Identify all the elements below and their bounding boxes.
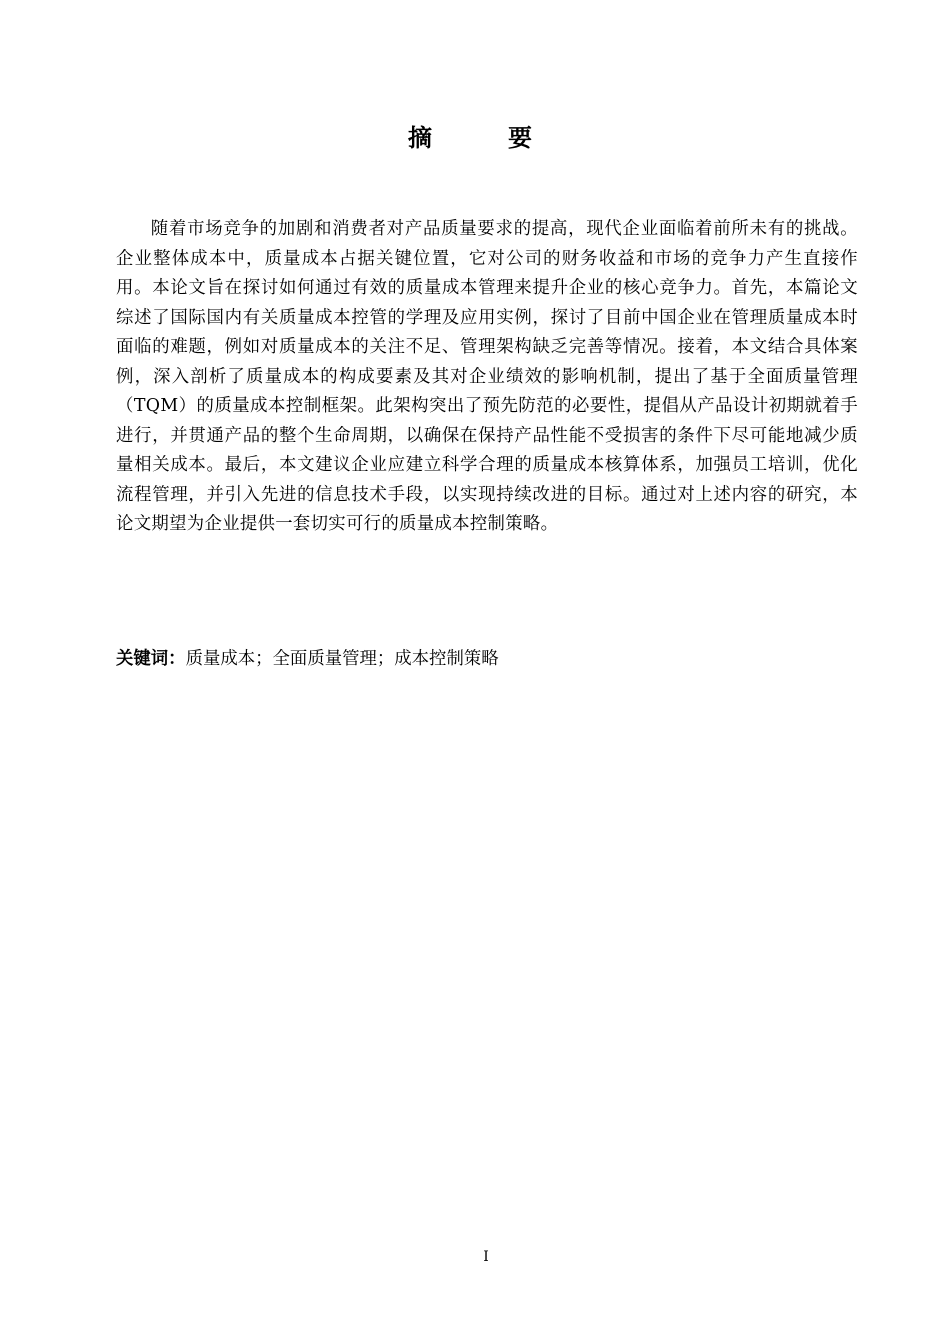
keywords-label: 关键词： (116, 649, 186, 669)
keywords-line (116, 645, 858, 674)
page-number: I (483, 1249, 489, 1265)
abstract-body: 随着市场竞争的加剧和消费者对产品质量要求的提高，现代企业面临着前所未有的挑战。企业整体成本中，质量成本占据关键位置，它对公司的财务收益和市场的竞争力产生直接作用。本论文旨在探讨如何通过有效的质量成本管理来提升企业的核心竞争力。首先，本篇论文综述了国际国内有关质量成本控管的学理及应用实例，探讨了目前中国企业在管理质量成本时面临的难题，例如对质量成本的关注不足、管理架构缺乏完善等情况。接着，本文结合具体案例，深入剖析了质量成本的构成要素及其对企业绩效的影响机制，提出了基于全面质量管理（TQM）的质量成本控制框架。此架构突出了预先防范的必要性，提倡从产品设计初期就着手进行，并贯通产品的整个生命周期，以确保在保持产品性能不受损害的条件下尽可能地减少质量相关成本。最后，本文建议企业应建立科学合理的质量成本核算体系，加强员工培训，优化流程管理，并引入先进的信息技术手段，以实现持续改进的目标。通过对上述内容的研究，本论文期望为企业提供一套切实可行的质量成本控制策略。 (116, 219, 858, 534)
keywords-value: 质量成本；全面质量管理；成本控制策略 (185, 649, 499, 669)
abstract-title: 摘 要 (408, 124, 558, 152)
